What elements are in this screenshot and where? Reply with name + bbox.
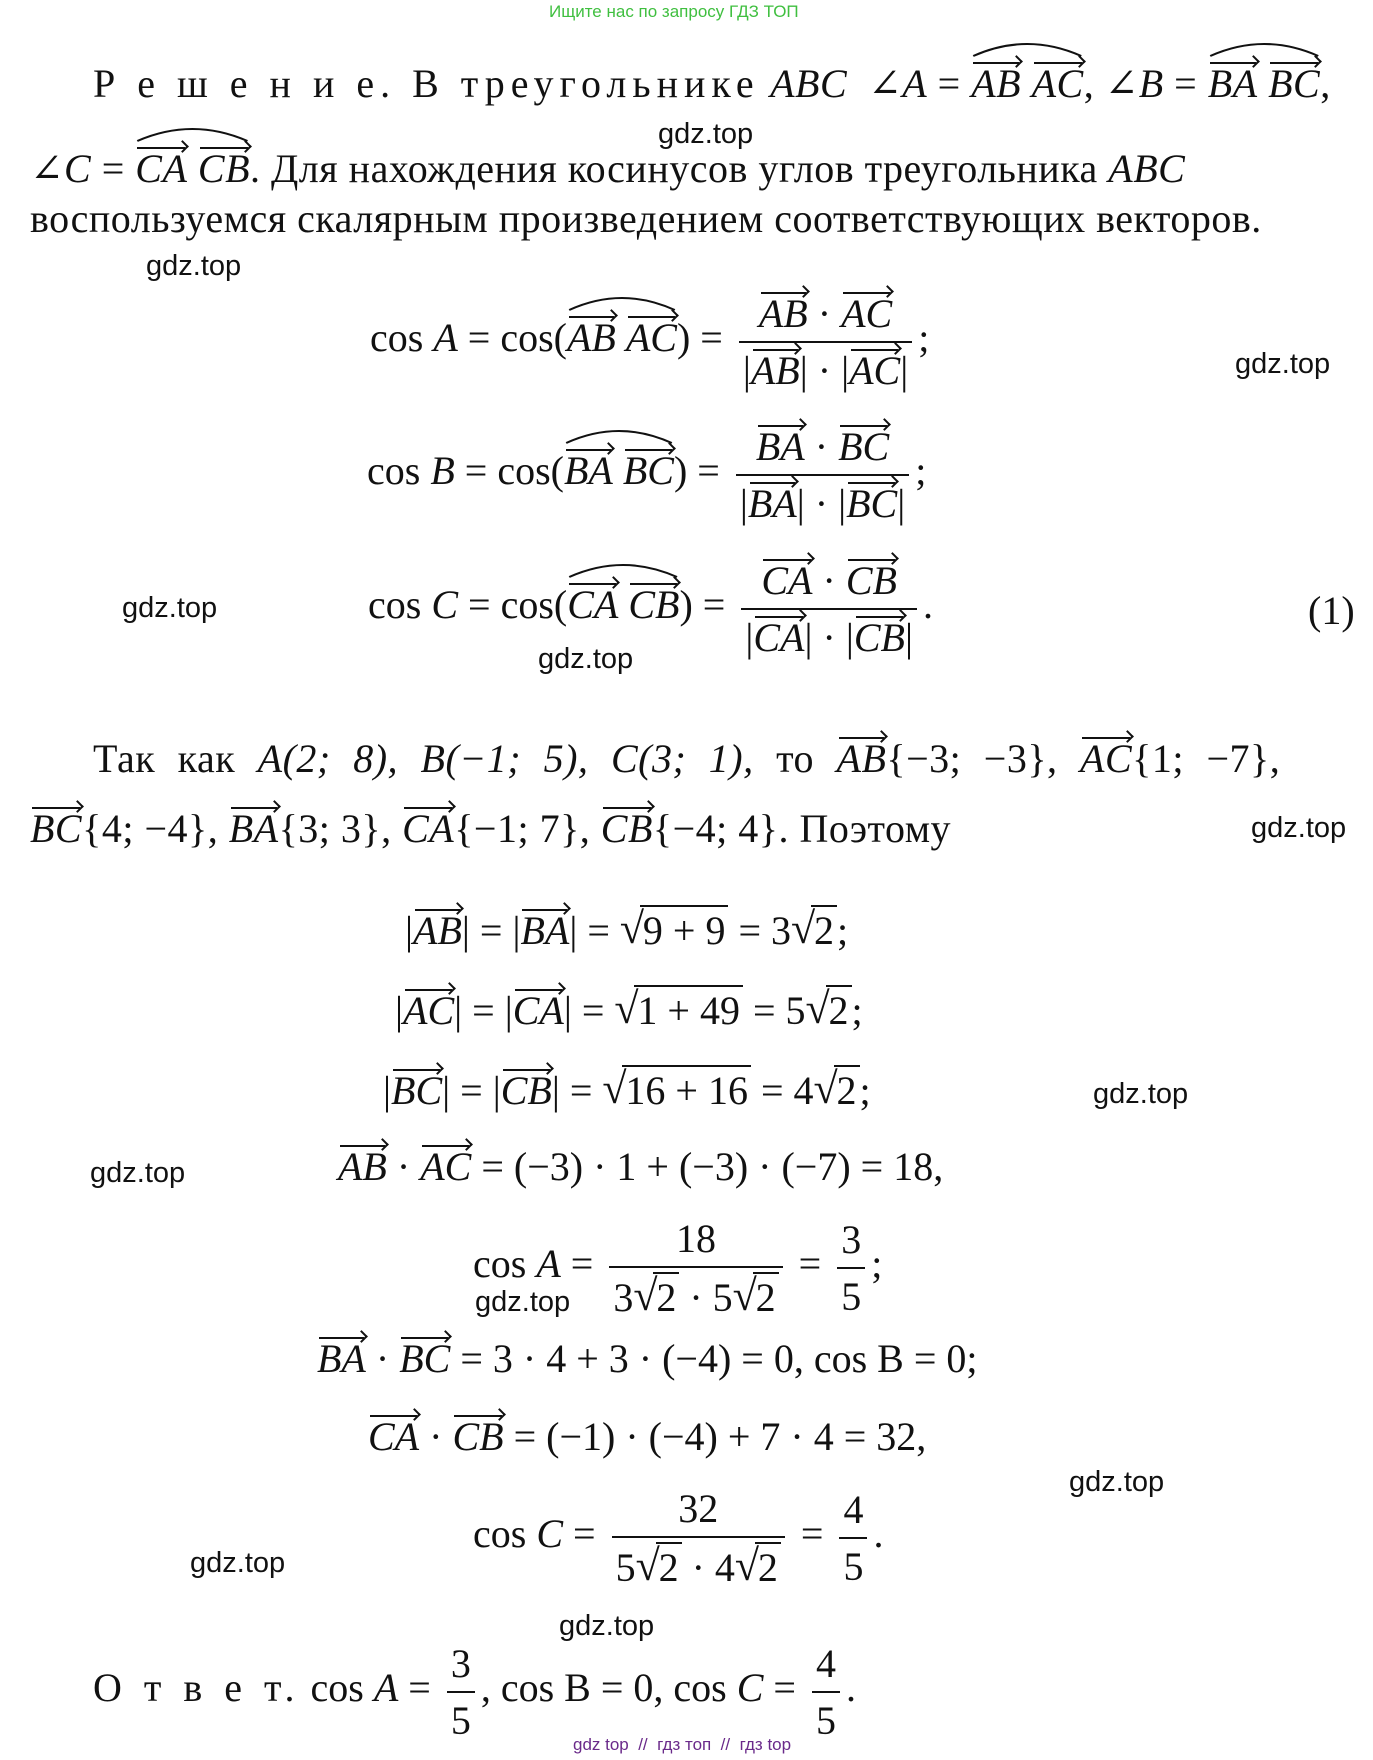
abs-ab: |AB| = |BA| = √ 9 + 9 = 3 √ 2; [405, 904, 849, 953]
triangle-name: ABC [770, 61, 848, 106]
cosA-formula: cos A = cos( AB AC) = $\frac{AB \cdot AC}{|AB| \cdot |AC|}$ ; [370, 291, 930, 393]
watermark: gdz.top [538, 643, 634, 675]
answer-label: О т в е т. [93, 1665, 301, 1711]
intro-text-2: . Для нахождения косинусов углов треугольника [250, 146, 1098, 191]
answer-line: О т в е т. cos A = $\frac{3}{5}$ , cos B = 0, cos C = $\frac{4}{5}$ . [93, 1641, 856, 1743]
angle-ba-bc: BA BC [1208, 60, 1321, 107]
abs-ac: |AC| = |CA| = √ 1 + 49 = 5 √ 2; [395, 984, 863, 1033]
footer-links[interactable]: gdz top // гдз топ // гдз top [573, 1735, 792, 1754]
angle-ca-cb: CA CB [135, 145, 250, 192]
watermark: gdz.top [190, 1547, 286, 1579]
formula-number: (1) [1308, 588, 1355, 633]
dot-ba-bc: BA · BC = 3 · 4 + 3 · (−4) = 0, cos B = 0; [317, 1336, 978, 1381]
triangle-name-2: ABC [1108, 146, 1186, 191]
cosA-calc: cos A = 18 3 √ 2 · 5 √ 2 = $\frac{3}{5}$ ; [473, 1216, 883, 1320]
watermark: gdz.top [1093, 1078, 1189, 1110]
dot-ca-cb: CA · CB = (−1) · (−4) + 7 · 4 = 32, [368, 1414, 927, 1459]
cosB-formula: cos B = cos( BA BC) = $\frac{BA \cdot BC}{|BA| \cdot |BC|}$ ; [367, 424, 927, 526]
watermark: gdz.top [146, 250, 242, 282]
abs-bc: |BC| = |CB| = √ 16 + 16 = 4 √ 2; [383, 1064, 871, 1113]
watermark: gdz.top [658, 118, 754, 150]
watermark: gdz.top [122, 592, 218, 624]
intro-text-1: Р е ш е н и е. В треугольнике [93, 61, 760, 106]
watermark: gdz.top [1069, 1466, 1165, 1498]
cosC-calc: cos C = 32 5 √ 2 · 4 √ 2 = $\frac{4}{5}$ . [473, 1486, 884, 1590]
watermark: gdz.top [475, 1286, 571, 1318]
top-search-link[interactable]: Ищите нас по запросу ГДЗ ТОП [549, 2, 799, 21]
intro-line-3: воспользуемся скалярным произведением соответствующих векторов. [30, 196, 1262, 241]
intro-line-1: Р е ш е н и е. В треугольнике ABC ∠A = AB AC, ∠B = BA BC, [93, 60, 1331, 107]
coords-line-2: BC{4; −4}, BA{3; 3}, CA{−1; 7}, CB{−4; 4}. Поэтому [30, 806, 952, 851]
cosC-formula: cos C = cos( CA CB) = $\frac{CA \cdot CB}{|CA| \cdot |CB|}$ . [368, 558, 933, 660]
intro-line-2: ∠C = CA CB. Для нахождения косинусов углов треугольника ABC [30, 145, 1185, 192]
watermark: gdz.top [1251, 812, 1347, 844]
coords-line-1: Так как A(2; 8), B(−1; 5), C(3; 1), то AB{−3; −3}, AC{1; −7}, [93, 736, 1281, 781]
watermark: gdz.top [90, 1157, 186, 1189]
dot-ab-ac: AB · AC = (−3) · 1 + (−3) · (−7) = 18, [338, 1144, 944, 1189]
angle-ab-ac: AB AC [971, 60, 1084, 107]
watermark: gdz.top [559, 1610, 655, 1642]
watermark: gdz.top [1235, 348, 1331, 380]
